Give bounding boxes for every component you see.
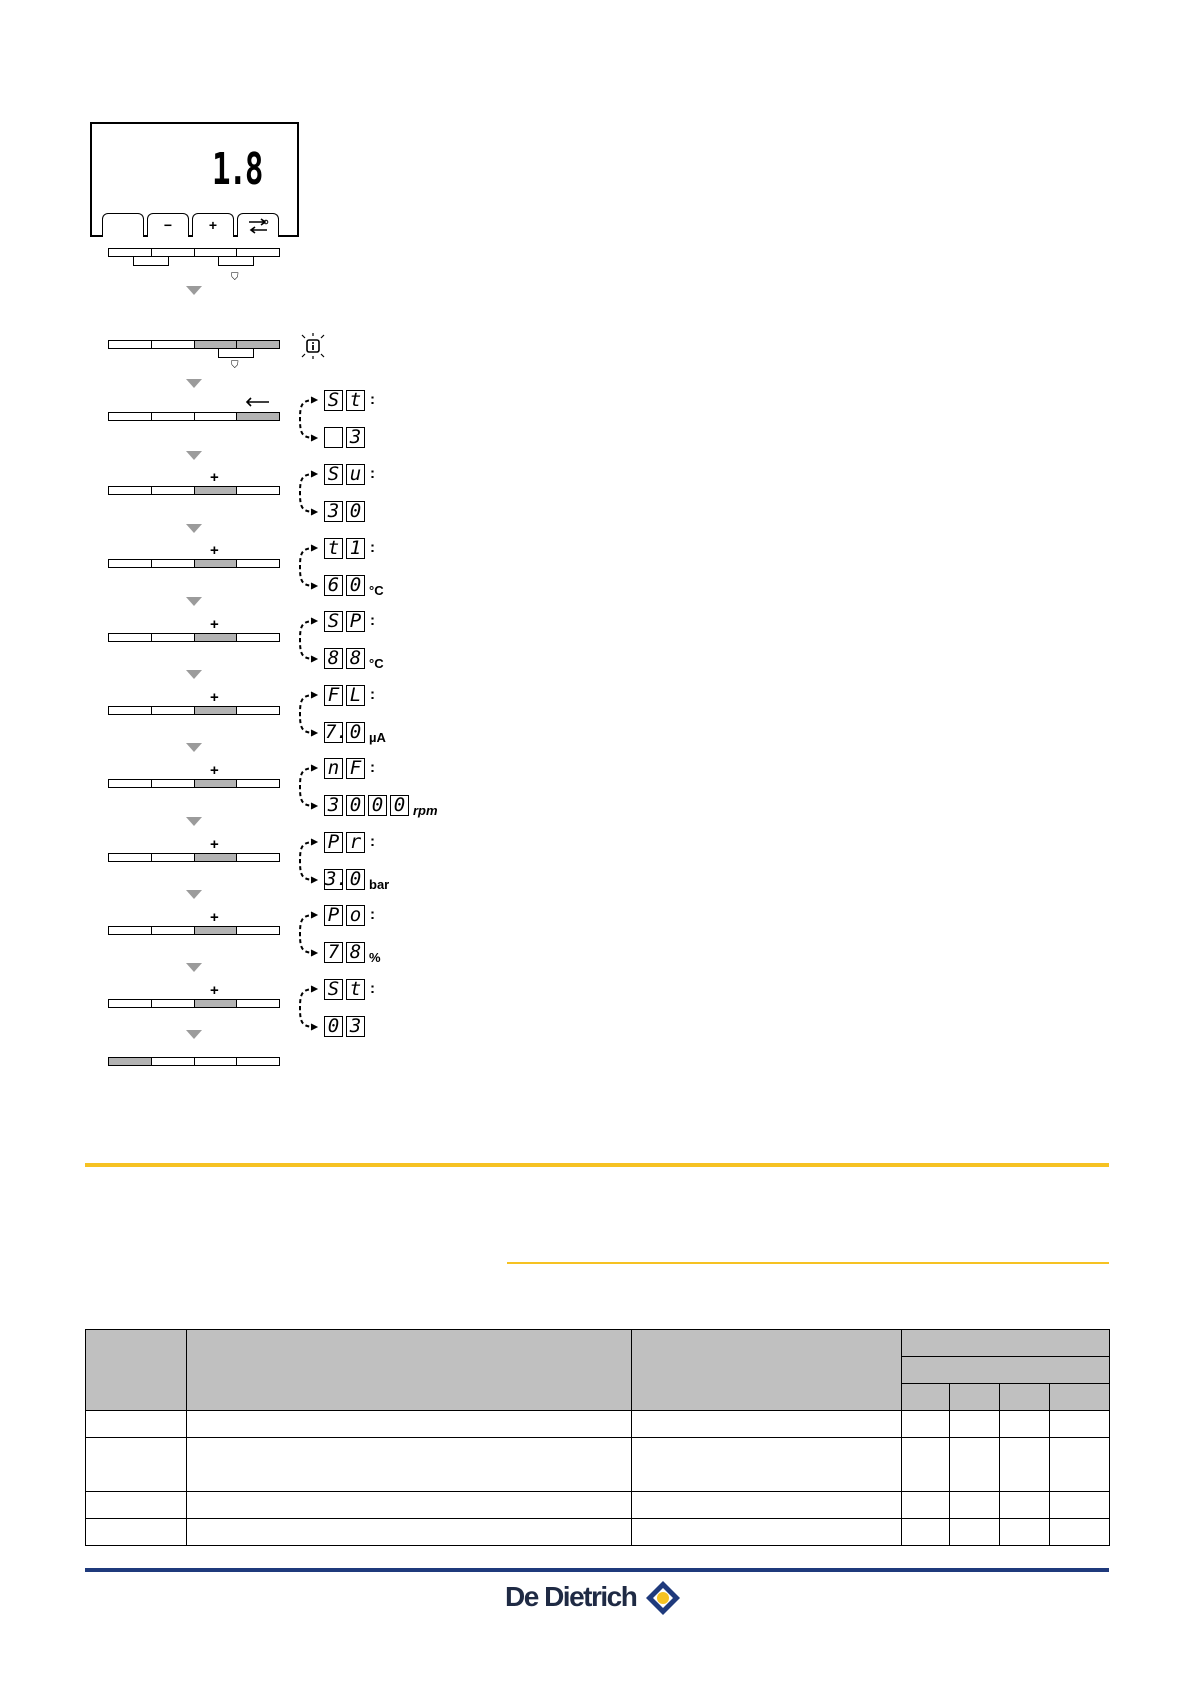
- code-digit: S: [324, 979, 343, 1000]
- code-digit: S: [324, 611, 343, 632]
- value-digit: 0: [324, 1016, 343, 1037]
- code-digit: F: [346, 758, 365, 779]
- bracket-right: [218, 257, 254, 266]
- table-row: [86, 1411, 1110, 1438]
- value-digit: 7.: [325, 721, 348, 743]
- value-unit: °C: [369, 583, 384, 598]
- swap-button[interactable]: [237, 213, 279, 237]
- value-digit: 0: [346, 575, 365, 596]
- down-arrow-icon: [186, 817, 202, 826]
- key-strip-plus: [108, 559, 280, 568]
- code-digit: o: [346, 905, 365, 926]
- info-blink-icon: [300, 333, 326, 359]
- code-colon: :: [370, 686, 375, 703]
- code-digit: 1: [346, 538, 365, 559]
- minus-button[interactable]: −: [147, 213, 189, 237]
- code-digit: P: [346, 611, 365, 632]
- control-panel-display: [90, 122, 299, 237]
- code-digit: L: [346, 685, 365, 706]
- diamond-logo-icon: [645, 1580, 681, 1616]
- key-icon: ⛉: [231, 272, 239, 283]
- blank-button[interactable]: [102, 213, 144, 237]
- down-arrow-icon: [186, 1030, 202, 1039]
- down-arrow-icon: [186, 597, 202, 606]
- down-arrow-icon: [186, 451, 202, 460]
- code-digit: F: [324, 685, 343, 706]
- key-strip-step2: [108, 412, 280, 421]
- plus-label: +: [210, 689, 219, 706]
- code-digit: u: [346, 464, 365, 485]
- plus-label: +: [210, 836, 219, 853]
- code-colon: :: [370, 465, 375, 482]
- code-digit: S: [324, 464, 343, 485]
- value-digit: 3.: [325, 868, 348, 890]
- key-strip-plus: [108, 486, 280, 495]
- value-unit: %: [369, 950, 381, 965]
- value-digit: 0: [346, 795, 365, 816]
- code-colon: :: [370, 980, 375, 997]
- key-strip-plus: [108, 926, 280, 935]
- value-digit: 0: [368, 795, 387, 816]
- value-digit: 8: [346, 648, 365, 669]
- value-digit: 0: [346, 722, 365, 743]
- plus-label: +: [210, 982, 219, 999]
- loop-arrow-icon: [296, 911, 320, 957]
- down-arrow-icon: [186, 524, 202, 533]
- plus-button[interactable]: +: [192, 213, 234, 237]
- plus-label: +: [210, 469, 219, 486]
- value-unit: µA: [369, 730, 386, 745]
- loop-arrow-icon: [296, 544, 320, 590]
- down-arrow-icon: [186, 890, 202, 899]
- code-colon: :: [370, 391, 375, 408]
- loop-arrow-icon: [296, 617, 320, 663]
- loop-arrow-icon: [296, 470, 320, 516]
- table-row: [86, 1438, 1110, 1492]
- brand-logo: [505, 1576, 685, 1618]
- loop-arrow-icon: [296, 396, 320, 442]
- value-digit: 0: [346, 501, 365, 522]
- subsection-divider: [507, 1262, 1109, 1264]
- swap-arrows-icon: [245, 216, 271, 236]
- table-row: [86, 1492, 1110, 1519]
- code-colon: :: [370, 759, 375, 776]
- value-digit: 8: [346, 942, 365, 963]
- value-digit: [324, 427, 343, 448]
- table-header-cell: [902, 1384, 950, 1411]
- down-arrow-icon: [186, 379, 202, 388]
- table-header-cell: [1050, 1384, 1110, 1411]
- code-digit: S: [324, 390, 343, 411]
- bracket-left: [133, 257, 169, 266]
- plus-label: +: [210, 542, 219, 559]
- value-digit: 6: [324, 575, 343, 596]
- key-strip-final: [108, 1057, 280, 1066]
- value-digit: 0: [346, 869, 365, 890]
- value-digit: 3: [346, 427, 365, 448]
- code-digit: t: [346, 390, 365, 411]
- value-digit: 3: [346, 1016, 365, 1037]
- value-unit: bar: [369, 877, 390, 892]
- value-digit: 3: [324, 501, 343, 522]
- display-value: 1.8: [212, 144, 262, 195]
- code-colon: :: [370, 906, 375, 923]
- table-header-cell: [902, 1330, 1110, 1357]
- down-arrow-icon: [186, 286, 202, 295]
- footer-rule: [85, 1568, 1109, 1572]
- code-digit: P: [324, 832, 343, 853]
- key-strip-plus: [108, 633, 280, 642]
- table-header-cell: [1000, 1384, 1050, 1411]
- code-digit: P: [324, 905, 343, 926]
- key-strip-plus: [108, 706, 280, 715]
- value-digit: 0: [390, 795, 409, 816]
- code-digit: r: [346, 832, 365, 853]
- table-header-cell: [902, 1357, 1110, 1384]
- key-icon: ⛉: [231, 360, 239, 371]
- code-digit: n: [324, 758, 343, 779]
- value-digit: 8: [324, 648, 343, 669]
- key-strip-plus: [108, 779, 280, 788]
- table-header-cell: [950, 1384, 1000, 1411]
- enter-arrow-icon: [244, 397, 270, 407]
- down-arrow-icon: [186, 963, 202, 972]
- table-header-cell: [632, 1330, 902, 1411]
- plus-label: +: [210, 616, 219, 633]
- value-unit: °C: [369, 656, 384, 671]
- key-strip-plus: [108, 999, 280, 1008]
- loop-arrow-icon: [296, 764, 320, 810]
- code-colon: :: [370, 833, 375, 850]
- down-arrow-icon: [186, 670, 202, 679]
- key-strip-step0: [108, 248, 280, 257]
- bracket-right: [218, 349, 254, 358]
- loop-arrow-icon: [296, 691, 320, 737]
- value-digit: 7: [324, 942, 343, 963]
- table-row: [86, 1519, 1110, 1546]
- value-digit: 3: [324, 795, 343, 816]
- section-divider: [85, 1163, 1109, 1167]
- code-digit: t: [346, 979, 365, 1000]
- code-colon: :: [370, 539, 375, 556]
- plus-label: +: [210, 909, 219, 926]
- down-arrow-icon: [186, 743, 202, 752]
- brand-name: De Dietrich: [505, 1581, 637, 1612]
- plus-label: +: [210, 762, 219, 779]
- code-colon: :: [370, 612, 375, 629]
- table-header-cell: [187, 1330, 632, 1411]
- parameter-table: [85, 1329, 1110, 1546]
- table-header-cell: [86, 1330, 187, 1411]
- key-strip-step1: [108, 340, 280, 349]
- loop-arrow-icon: [296, 985, 320, 1031]
- code-digit: t: [324, 538, 343, 559]
- key-strip-plus: [108, 853, 280, 862]
- loop-arrow-icon: [296, 838, 320, 884]
- value-unit: rpm: [413, 803, 438, 818]
